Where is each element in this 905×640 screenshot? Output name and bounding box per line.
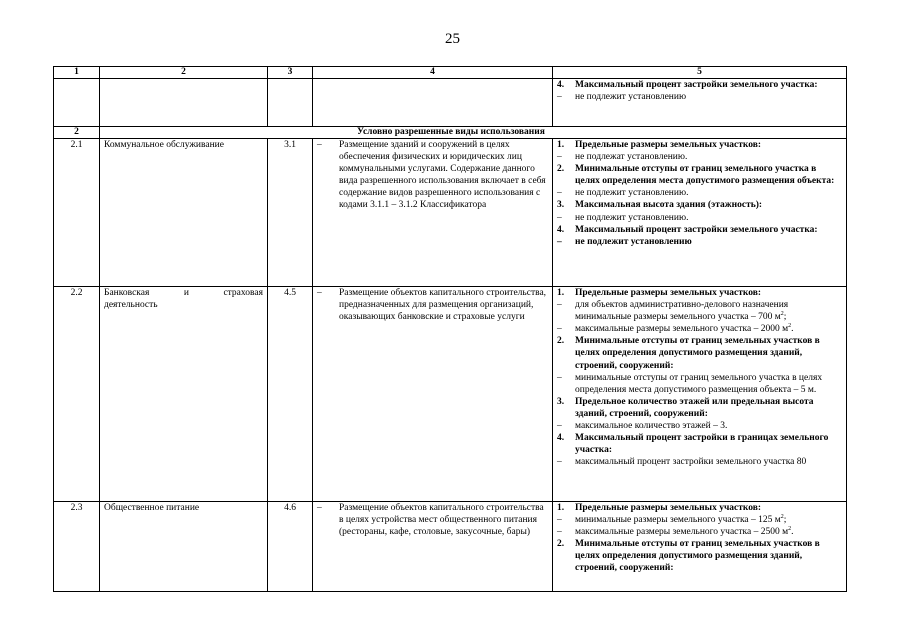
list-marker: – bbox=[557, 212, 562, 223]
param-value: – не подлежит установлению. bbox=[557, 212, 689, 223]
use-name: Банковская и страховая деятельность bbox=[100, 287, 268, 502]
list-marker: – bbox=[557, 152, 562, 163]
header-col-2: 2 bbox=[100, 67, 268, 79]
param-heading: 4. Максимальный процент застройки земельного участка: bbox=[557, 224, 818, 235]
list-marker: – bbox=[557, 457, 562, 468]
use-description: – Размещение объектов капитального строительства, предназначенных для размещения организаций, оказывающих банковские и страховые услуги bbox=[313, 287, 553, 502]
param-heading: 1. Предельные размеры земельных участков: bbox=[557, 140, 762, 150]
table-row bbox=[54, 139, 847, 287]
list-marker: 3. bbox=[557, 200, 565, 211]
continuation-row bbox=[54, 79, 847, 127]
list-marker: 4. bbox=[557, 224, 565, 235]
section-title: Условно разрешенные виды использования bbox=[100, 127, 847, 139]
list-marker: 4. bbox=[557, 433, 565, 444]
params-cell bbox=[553, 139, 847, 287]
dash: – bbox=[317, 140, 322, 150]
use-name: Общественное питание bbox=[100, 502, 268, 592]
dash: – bbox=[317, 288, 322, 298]
param-heading: 3. Предельное количество этажей или предельная высота зданий, строений, сооружений: bbox=[557, 396, 814, 419]
row-number: 2.2 bbox=[54, 287, 100, 502]
list-marker: – bbox=[557, 372, 562, 383]
param-value: – максимальный процент застройки земельного участка 80 bbox=[557, 457, 807, 468]
header-col-3: 3 bbox=[268, 67, 313, 79]
list-marker: – bbox=[557, 515, 562, 526]
row-number: 2.3 bbox=[54, 502, 100, 592]
param-value: – максимальные размеры земельного участка – 2000 $м^2$. bbox=[557, 323, 794, 335]
params-cell bbox=[553, 502, 847, 592]
list-marker: 2. bbox=[557, 539, 565, 550]
header-col-1: 1 bbox=[54, 67, 100, 79]
param-value: – не подлежат установлению. bbox=[557, 152, 688, 163]
section-row bbox=[54, 127, 847, 139]
superscript: 2 bbox=[780, 513, 784, 520]
list-marker: – bbox=[557, 188, 562, 199]
list-marker: – bbox=[557, 324, 562, 335]
page-number: 25 bbox=[445, 31, 460, 47]
param-value: – не подлежит установлению. bbox=[557, 188, 689, 199]
use-name: Коммунальное обслуживание bbox=[100, 139, 268, 287]
list-marker: 1. bbox=[557, 288, 565, 298]
param-heading: 4. Максимальный процент застройки земельного участка: bbox=[557, 80, 818, 90]
param-value: – не подлежит установлению bbox=[557, 92, 687, 103]
list-marker: – bbox=[557, 92, 562, 103]
list-marker: 1. bbox=[557, 503, 565, 513]
param-heading: 1. Предельные размеры земельных участков: bbox=[557, 288, 762, 298]
header-row bbox=[54, 67, 847, 79]
dash: – bbox=[317, 503, 322, 513]
header-col-4: 4 bbox=[313, 67, 553, 79]
superscript: 2 bbox=[780, 311, 784, 318]
param-value: – для объектов административно-делового назначения минимальные размеры земельного участка – 700 $м^2$; bbox=[557, 300, 789, 323]
table-row bbox=[54, 287, 847, 502]
list-marker: 1. bbox=[557, 140, 565, 150]
row-number: 2.1 bbox=[54, 139, 100, 287]
classifier-code: 4.6 bbox=[268, 502, 313, 592]
param-heading: 4. Максимальный процент застройки в границах земельного участка: bbox=[557, 433, 829, 456]
list-marker: 3. bbox=[557, 396, 565, 407]
zoning-table bbox=[53, 66, 847, 592]
param-heading: 2. Минимальные отступы от границ земельных участков в целях определения допустимого размещения зданий, строений, сооружений: bbox=[557, 336, 820, 371]
table-row bbox=[54, 502, 847, 592]
param-heading: 2. Минимальные отступы от границ земельных участков в целях определения допустимого размещения зданий, строений, сооружений: bbox=[557, 539, 820, 574]
list-marker: – bbox=[557, 236, 562, 247]
params-cell bbox=[553, 287, 847, 502]
use-description: – Размещение объектов капитального строительства в целях устройства мест общественного питания (рестораны, кафе, столовые, закусочные, бары) bbox=[313, 502, 553, 592]
param-value: – минимальные отступы от границ земельного участка в целях определения места допустимого размещения объекта – 5 м. bbox=[557, 372, 823, 395]
list-marker: – bbox=[557, 300, 562, 311]
superscript: 2 bbox=[788, 526, 792, 533]
list-marker: 2. bbox=[557, 336, 565, 347]
params-cell bbox=[553, 79, 847, 127]
param-heading: 1. Предельные размеры земельных участков: bbox=[557, 503, 762, 513]
list-marker: – bbox=[557, 421, 562, 432]
superscript: 2 bbox=[788, 323, 792, 330]
classifier-code: 3.1 bbox=[268, 139, 313, 287]
param-value: – максимальные размеры земельного участка – 2500 $м^2$. bbox=[557, 526, 794, 538]
param-heading: 2. Минимальные отступы от границ земельного участка в целях определения места допустимого размещения объекта: bbox=[557, 164, 835, 187]
list-marker: 4. bbox=[557, 80, 565, 90]
list-marker: 2. bbox=[557, 164, 565, 175]
list-marker: – bbox=[557, 527, 562, 538]
section-number: 2 bbox=[54, 127, 100, 139]
param-value: – максимальное количество этажей – 3. bbox=[557, 421, 728, 432]
param-heading: – не подлежит установлению bbox=[557, 236, 692, 247]
param-value: – минимальные размеры земельного участка – 125 $м^2$; bbox=[557, 513, 787, 526]
classifier-code: 4.5 bbox=[268, 287, 313, 502]
param-heading: 3. Максимальная высота здания (этажность): bbox=[557, 200, 763, 211]
use-description: – Размещение зданий и сооружений в целях обеспечения физических и юридических лиц коммунальными услугами. Содержание данного вида разрешенного использования включает в себя содержание видов разрешенного использования с кодами 3.1.1 – 3.1.2 Классификатора bbox=[313, 139, 553, 287]
header-col-5: 5 bbox=[553, 67, 847, 79]
